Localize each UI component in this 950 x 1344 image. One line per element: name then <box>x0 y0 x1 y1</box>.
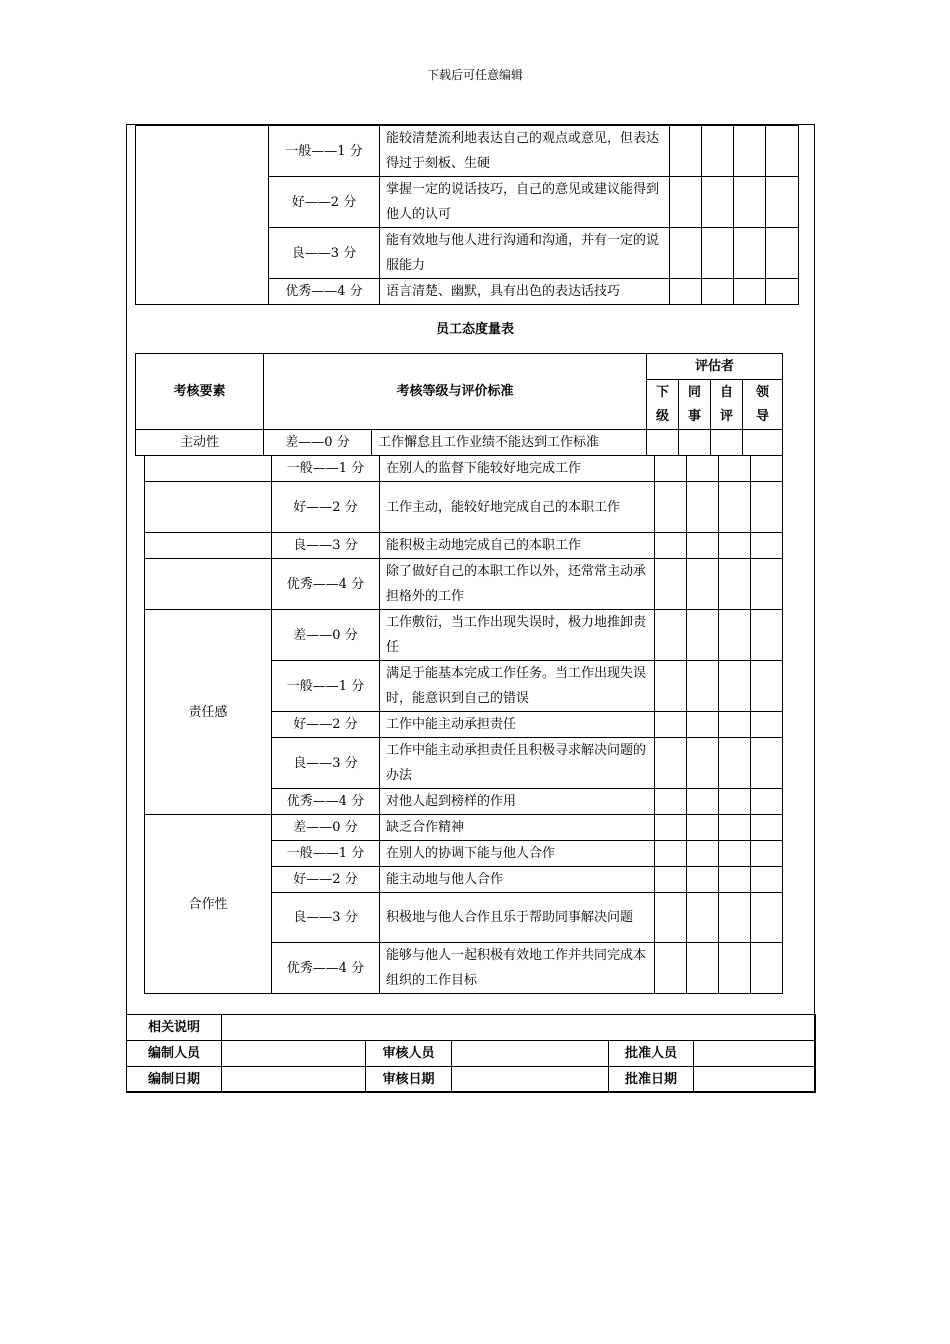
score-cell[interactable] <box>687 559 719 610</box>
table-row <box>145 456 783 482</box>
score-cell[interactable] <box>719 943 751 994</box>
score-cell[interactable] <box>687 738 719 789</box>
grade-cell: 好——2 分 <box>269 177 380 228</box>
header-subordinate: 下级 <box>647 380 679 430</box>
score-cell[interactable] <box>687 893 719 943</box>
desc-cell: 工作主动，能较好地完成自己的本职工作 <box>380 482 655 533</box>
header-standard: 考核等级与评价标准 <box>264 354 647 430</box>
score-cell[interactable] <box>719 482 751 533</box>
compiler-label: 编制人员 <box>127 1041 222 1067</box>
grade-cell: 差——0 分 <box>272 610 380 661</box>
grade-cell: 好——2 分 <box>272 712 380 738</box>
header-element: 考核要素 <box>136 354 264 430</box>
score-cell[interactable] <box>751 789 783 815</box>
table-row <box>145 482 783 533</box>
expression-table <box>135 125 799 305</box>
desc-cell: 能有效地与他人进行沟通和沟通，并有一定的说服能力 <box>380 228 670 279</box>
score-cell[interactable] <box>655 893 687 943</box>
score-cell[interactable] <box>734 228 766 279</box>
desc-cell: 工作敷衍，当工作出现失误时，极力地推卸责任 <box>380 610 655 661</box>
desc-cell: 积极地与他人合作且乐于帮助同事解决问题 <box>380 893 655 943</box>
score-cell[interactable] <box>719 533 751 559</box>
score-cell[interactable] <box>687 841 719 867</box>
element-cell: 合作性 <box>145 815 272 994</box>
score-cell[interactable] <box>751 533 783 559</box>
score-cell[interactable] <box>751 867 783 893</box>
score-cell[interactable] <box>751 841 783 867</box>
score-cell[interactable] <box>711 430 743 456</box>
score-cell[interactable] <box>719 712 751 738</box>
element-cell <box>145 533 272 559</box>
grade-cell: 优秀——4 分 <box>272 789 380 815</box>
score-cell[interactable] <box>655 559 687 610</box>
header-evaluator: 评估者 <box>647 354 783 380</box>
review-date-label: 审核日期 <box>366 1067 452 1093</box>
score-cell[interactable] <box>655 482 687 533</box>
score-cell[interactable] <box>751 661 783 712</box>
grade-cell: 良——3 分 <box>272 533 380 559</box>
score-cell[interactable] <box>751 738 783 789</box>
score-cell[interactable] <box>670 177 702 228</box>
score-cell[interactable] <box>670 126 702 177</box>
grade-cell: 一般——1 分 <box>272 661 380 712</box>
approve-date-label: 批准日期 <box>609 1067 694 1093</box>
score-cell[interactable] <box>655 738 687 789</box>
score-cell[interactable] <box>702 126 734 177</box>
table-row <box>145 610 783 661</box>
score-cell[interactable] <box>679 430 711 456</box>
score-cell[interactable] <box>751 482 783 533</box>
table-row <box>145 533 783 559</box>
desc-cell: 能够与他人一起积极有效地工作并共同完成本组织的工作目标 <box>380 943 655 994</box>
score-cell[interactable] <box>687 712 719 738</box>
signoff-table <box>126 1014 816 1093</box>
reviewer-label: 审核人员 <box>366 1041 452 1067</box>
element-cell: 主动性 <box>136 430 264 456</box>
grade-cell: 差——0 分 <box>272 815 380 841</box>
score-cell[interactable] <box>655 661 687 712</box>
score-cell[interactable] <box>687 533 719 559</box>
review-date-field[interactable] <box>452 1067 609 1093</box>
attitude-table-title: 员工态度量表 <box>435 322 514 337</box>
desc-cell: 能主动地与他人合作 <box>380 867 655 893</box>
attitude-table-body <box>144 455 783 994</box>
element-cell <box>145 559 272 610</box>
score-cell[interactable] <box>655 815 687 841</box>
desc-cell: 满足于能基本完成工作任务。当工作出现失误时，能意识到自己的错误 <box>380 661 655 712</box>
notes-field[interactable] <box>222 1015 816 1041</box>
compile-date-field[interactable] <box>222 1067 366 1093</box>
score-cell[interactable] <box>719 893 751 943</box>
score-cell[interactable] <box>751 893 783 943</box>
desc-cell: 能积极主动地完成自己的本职工作 <box>380 533 655 559</box>
score-cell[interactable] <box>766 279 799 305</box>
header-leader: 领导 <box>743 380 783 430</box>
score-cell[interactable] <box>702 279 734 305</box>
grade-cell: 好——2 分 <box>272 482 380 533</box>
element-cell: 责任感 <box>145 610 272 815</box>
score-cell[interactable] <box>743 430 783 456</box>
score-cell[interactable] <box>687 456 719 482</box>
score-cell[interactable] <box>719 815 751 841</box>
score-cell[interactable] <box>751 456 783 482</box>
score-cell[interactable] <box>766 126 799 177</box>
score-cell[interactable] <box>655 533 687 559</box>
score-cell[interactable] <box>687 867 719 893</box>
score-cell[interactable] <box>670 228 702 279</box>
approver-field[interactable] <box>694 1041 816 1067</box>
approver-label: 批准人员 <box>609 1041 694 1067</box>
score-cell[interactable] <box>751 559 783 610</box>
score-cell[interactable] <box>687 789 719 815</box>
score-cell[interactable] <box>655 943 687 994</box>
score-cell[interactable] <box>670 279 702 305</box>
score-cell[interactable] <box>719 456 751 482</box>
score-cell[interactable] <box>655 841 687 867</box>
score-cell[interactable] <box>687 610 719 661</box>
score-cell[interactable] <box>647 430 679 456</box>
compiler-field[interactable] <box>222 1041 366 1067</box>
grade-cell: 良——3 分 <box>269 228 380 279</box>
grade-cell: 一般——1 分 <box>272 841 380 867</box>
score-cell[interactable] <box>687 482 719 533</box>
score-cell[interactable] <box>751 610 783 661</box>
desc-cell: 语言清楚、幽默，具有出色的表达话技巧 <box>380 279 670 305</box>
desc-cell: 能较清楚流利地表达自己的观点或意见，但表达得过于刻板、生硬 <box>380 126 670 177</box>
grade-cell: 好——2 分 <box>272 867 380 893</box>
score-cell[interactable] <box>655 456 687 482</box>
desc-cell: 对他人起到榜样的作用 <box>380 789 655 815</box>
notes-label: 相关说明 <box>127 1015 222 1041</box>
approve-date-field[interactable] <box>694 1067 816 1093</box>
attitude-table-header <box>135 353 783 456</box>
table-row <box>136 430 783 456</box>
compile-date-label: 编制日期 <box>127 1067 222 1093</box>
score-cell[interactable] <box>687 661 719 712</box>
score-cell[interactable] <box>687 815 719 841</box>
grade-cell: 良——3 分 <box>272 893 380 943</box>
desc-cell: 工作懈怠且工作业绩不能达到工作标准 <box>372 430 647 456</box>
score-cell[interactable] <box>655 610 687 661</box>
grade-cell: 良——3 分 <box>272 738 380 789</box>
score-cell[interactable] <box>734 279 766 305</box>
reviewer-field[interactable] <box>452 1041 609 1067</box>
grade-cell: 一般——1 分 <box>272 456 380 482</box>
page-header-note: 下载后可任意编辑 <box>426 68 523 82</box>
table-row <box>145 815 783 841</box>
desc-cell: 除了做好自己的本职工作以外，还常常主动承担格外的工作 <box>380 559 655 610</box>
desc-cell: 在别人的协调下能与他人合作 <box>380 841 655 867</box>
desc-cell: 缺乏合作精神 <box>380 815 655 841</box>
score-cell[interactable] <box>734 126 766 177</box>
score-cell[interactable] <box>702 228 734 279</box>
score-cell[interactable] <box>734 177 766 228</box>
score-cell[interactable] <box>766 228 799 279</box>
score-cell[interactable] <box>687 943 719 994</box>
score-cell[interactable] <box>719 661 751 712</box>
score-cell[interactable] <box>751 815 783 841</box>
score-cell[interactable] <box>719 789 751 815</box>
desc-cell: 掌握一定的说话技巧，自己的意见或建议能得到他人的认可 <box>380 177 670 228</box>
score-cell[interactable] <box>751 943 783 994</box>
grade-cell: 一般——1 分 <box>269 126 380 177</box>
element-cell <box>145 482 272 533</box>
score-cell[interactable] <box>766 177 799 228</box>
grade-cell: 差——0 分 <box>264 430 372 456</box>
score-cell[interactable] <box>655 867 687 893</box>
score-cell[interactable] <box>719 738 751 789</box>
desc-cell: 工作中能主动承担责任 <box>380 712 655 738</box>
grade-cell: 优秀——4 分 <box>272 943 380 994</box>
score-cell[interactable] <box>751 712 783 738</box>
header-colleague: 同事 <box>679 380 711 430</box>
grade-cell: 优秀——4 分 <box>272 559 380 610</box>
score-cell[interactable] <box>655 789 687 815</box>
score-cell[interactable] <box>719 610 751 661</box>
element-cell <box>136 126 269 305</box>
desc-cell: 工作中能主动承担责任且积极寻求解决问题的办法 <box>380 738 655 789</box>
desc-cell: 在别人的监督下能较好地完成工作 <box>380 456 655 482</box>
score-cell[interactable] <box>702 177 734 228</box>
score-cell[interactable] <box>719 867 751 893</box>
score-cell[interactable] <box>719 559 751 610</box>
table-row <box>145 559 783 610</box>
element-cell <box>145 456 272 482</box>
score-cell[interactable] <box>655 712 687 738</box>
grade-cell: 优秀——4 分 <box>269 279 380 305</box>
score-cell[interactable] <box>719 841 751 867</box>
header-self: 自评 <box>711 380 743 430</box>
table-row <box>136 126 799 177</box>
